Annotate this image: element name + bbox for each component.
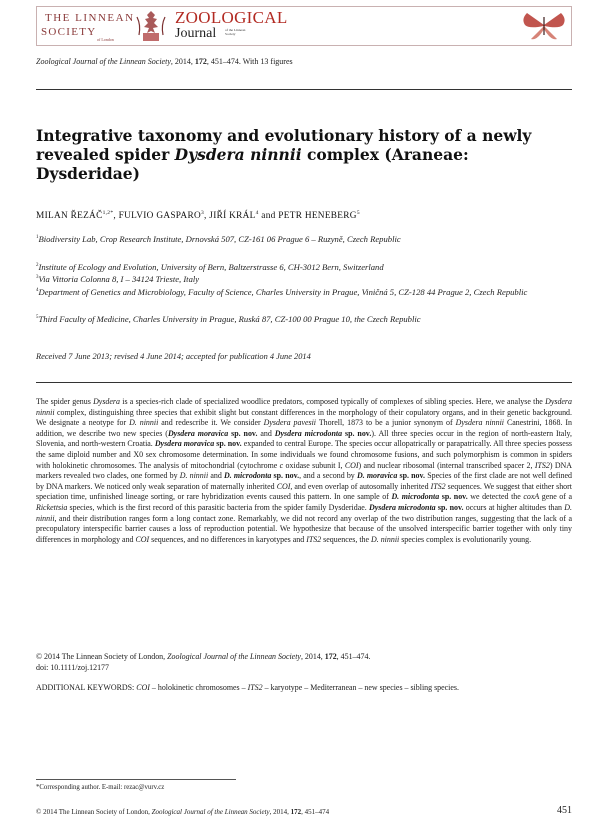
abstract-run: sp. nov. — [439, 492, 468, 502]
footnote-divider — [36, 779, 236, 780]
abstract-run: , and a second by — [299, 471, 357, 481]
affiliation-mark: 4 — [36, 288, 39, 293]
abstract-run: Rickettsia — [36, 502, 68, 512]
keywords-run: ITS2 — [247, 683, 263, 692]
citation-journal: Zoological Journal of the Linnean Society — [36, 57, 171, 66]
title-part1: Integrative taxonomy and evolutionary history of a newly revealed spider — [36, 126, 532, 164]
footer-journal: Zoological Journal of the Linnean Society — [151, 808, 270, 816]
society-name-line1: THE LINNEAN — [45, 12, 135, 24]
citation-volume: 172 — [194, 57, 207, 66]
abstract-run: Dysdera moravica — [154, 439, 215, 449]
page-footer — [36, 808, 572, 816]
doi: doi: 10.1111/zoj.12177 — [36, 662, 109, 672]
abstract-run: ). All three species occur in the region of north-eastern Italy, Slovenia, and north-western Croatia. — [36, 428, 572, 449]
abstract-run: c — [279, 460, 284, 470]
author-affiliation-mark: 1,2* — [102, 210, 114, 216]
abstract-run: gene of a — [539, 492, 572, 502]
author-name: MILAN ŘEZÁČ — [36, 211, 103, 222]
footer-pages: , 451–474 — [301, 808, 330, 816]
abstract-run: D. ninnii — [371, 534, 400, 544]
abstract-run: Dysdera ninnii — [36, 397, 572, 417]
crest-icon — [133, 9, 169, 48]
abstract-run: we detected the — [467, 492, 524, 502]
author-separator: and — [258, 211, 279, 222]
abstract-run: Dysdera ninnii — [455, 418, 505, 428]
abstract-run: ITS2 — [534, 460, 550, 470]
author-name: FULVIO GASPARO — [118, 211, 201, 222]
keywords-run: – karyotype – Mediterranean – new species – sibling species. — [262, 683, 459, 692]
affiliation-text: Department of Genetics and Microbiology, Faculty of Science, Charles University in Prague, Viničná 5, CZ-128 44 Prague 2, Czech Republic — [38, 286, 528, 297]
footer-year: , 2014, — [269, 808, 291, 816]
footer-prefix: © 2014 The Linnean Society of London, — [36, 808, 152, 816]
journal-masthead — [36, 6, 572, 46]
author-affiliation-mark: 4 — [255, 210, 259, 216]
abstract-run: and — [208, 471, 224, 481]
affiliation-mark: 5 — [36, 315, 39, 320]
abstract-run: ITS2 — [306, 534, 322, 544]
abstract-run: complex, distinguishing three species that exhibit slight but constant differences in the morphology of their copulatory organs, and in their genetic background. We designate a neotype for — [36, 407, 572, 428]
affiliation-text: Via Vittoria Colonna 8, I – 34124 Trieste, Italy — [38, 273, 200, 284]
corresponding-author-note: *Corresponding author. E-mail: rezac@vurv.cz — [36, 784, 165, 791]
journal-citation — [36, 57, 293, 66]
abstract-run: D. ninnii — [179, 471, 209, 481]
abstract-run: expanded to central Europe. The species occur allopatrically or parapatrically. All three species possess the same diploid number and X0 sex chromosome determination. In some individuals we found chromosome fusions, and such polymorphism is common in spiders with holokinetic chromosomes. The analysis of mitochondrial (cytochrome — [36, 439, 572, 470]
received-dates: Received 7 June 2013; revised 4 June 2014; accepted for publication 4 June 2014 — [36, 352, 311, 361]
author-affiliation-mark: 3 — [200, 210, 205, 216]
abstract — [36, 397, 572, 545]
abstract-run: Dysdera microdonta — [369, 502, 436, 512]
abstract-run: ) and nuclear ribosomal (internal transcribed spacer 2, — [358, 460, 535, 470]
butterfly-icon — [519, 9, 569, 48]
affiliation-text: Biodiversity Lab, Crop Research Institute, Drnovská 507, CZ-161 06 Prague 6 – Ruzyně, Czech Republic — [38, 233, 401, 244]
copyright-volume: 172 — [324, 652, 337, 661]
author-list — [36, 210, 360, 221]
abstract-run: species complex is evolutionarily young. — [399, 534, 532, 544]
abstract-run: , and even overlap of autosomally inherited — [290, 481, 431, 491]
abstract-run: Canestrini, 1868. In addition, we describe two new species ( — [36, 418, 572, 438]
abstract-run: sp. nov. — [214, 439, 242, 449]
additional-keywords — [36, 683, 572, 694]
author-name: PETR HENEBERG — [278, 211, 357, 222]
abstract-run: Species of the first clade are not well defined by DNA markers. We noticed only weak separation of maternally inherited — [36, 471, 573, 491]
abstract-run: Thorell, 1873 to be a junior synonym of — [316, 418, 456, 428]
author-name: JIŘÍ KRÁL — [209, 211, 256, 222]
author-separator: , — [204, 211, 210, 222]
abstract-run: D. moravica — [356, 471, 398, 481]
abstract-run: Dysdera microdonta — [274, 428, 343, 438]
abstract-run: sp. nov. — [228, 428, 258, 438]
abstract-run: sp. nov. — [342, 428, 372, 438]
society-name-line3: of London — [97, 37, 114, 42]
author-affiliation-mark: 5 — [356, 210, 360, 216]
affiliation — [36, 312, 576, 325]
abstract-run: D. ninnii — [36, 502, 572, 523]
affiliation — [36, 272, 576, 285]
abstract-run: , and their distribution ranges form a long contact zone. Remarkably, we did not record any overlap of the two distribution ranges, suggesting that the lack of a precopulatory interspecific barrier causes a loss of reproduction potential. We hypothesize that because of the unsolved interspecific barrier together with only tiny differences in morphology and — [36, 513, 572, 544]
abstract-run: Dysdera moravica — [167, 428, 229, 438]
keywords-run: COI — [136, 683, 150, 692]
copyright-notice — [36, 652, 572, 673]
affiliation — [36, 232, 576, 245]
abstract-run: COI — [276, 481, 291, 491]
journal-name-line2: Journal — [175, 26, 217, 41]
divider-abstract — [36, 382, 572, 383]
abstract-run: D. microdonta — [223, 471, 272, 481]
abstract-run: and — [257, 428, 275, 438]
title-species: Dysdera ninnii — [174, 145, 302, 164]
abstract-run: and redescribe it. We consider — [158, 418, 264, 428]
citation-year: , 2014, — [170, 57, 195, 66]
abstract-run: ITS2 — [430, 481, 446, 491]
abstract-run: sequences, the — [321, 534, 371, 544]
abstract-run: Dysdera — [93, 397, 120, 406]
abstract-run: COI — [344, 460, 359, 470]
abstract-run: sequences, and no differences in karyotypes and — [149, 534, 307, 544]
abstract-run: sp. nov. — [435, 502, 464, 512]
journal-subline: of the Linnean Society — [225, 28, 246, 36]
abstract-run: D. ninnii — [129, 418, 159, 428]
page-number: 451 — [557, 805, 572, 816]
copyright-pages: , 451–474. — [336, 652, 371, 661]
affiliation-mark: 1 — [36, 235, 39, 240]
abstract-run: ) DNA markers revealed two clades, one formed by — [36, 460, 573, 481]
abstract-run: sp. nov. — [397, 471, 426, 481]
affiliation-text: Third Faculty of Medicine, Charles University in Prague, Ruská 87, CZ-100 00 Prague 10, the Czech Republic — [38, 313, 421, 324]
abstract-run: coxA — [523, 492, 540, 502]
journal-name-line1: ZOOLOGICAL — [175, 8, 288, 27]
affiliation-mark: 2 — [36, 263, 39, 268]
citation-pages: , 451–474. With 13 figures — [206, 57, 293, 66]
footer-volume: 172 — [290, 808, 302, 816]
copyright-journal: Zoological Journal of the Linnean Society — [167, 652, 301, 661]
abstract-run: COI — [135, 534, 150, 544]
keywords-run: ADDITIONAL KEYWORDS: — [36, 683, 137, 692]
abstract-run: is a species-rich clade of specialized woodlice predators, composed typically of complexes of sibling species. Here, we analyse the — [119, 397, 546, 406]
copyright-prefix: © 2014 The Linnean Society of London, — [36, 652, 168, 661]
abstract-run: species, which is the first record of this parasitic bacteria from the spider family Dysderidae. — [67, 502, 370, 512]
article-title — [36, 126, 566, 183]
abstract-run: The spider genus — [36, 397, 94, 406]
copyright-year: , 2014, — [300, 652, 325, 661]
divider-top — [36, 89, 572, 90]
abstract-run: oxidase subunit I, — [283, 460, 345, 470]
abstract-run: sequences. We suggest that either short speciation time, unfinished lineage sorting, or rare hybridization events caused this pattern. In one sample of — [36, 481, 572, 502]
abstract-run: Dysdera pavesii — [263, 418, 316, 428]
abstract-run: sp. nov. — [271, 471, 300, 481]
keywords-run: – holokinetic chromosomes – — [149, 683, 248, 692]
affiliation-mark: 3 — [36, 275, 39, 280]
title-part2: complex (Araneae: Dysderidae) — [36, 145, 469, 183]
affiliation-text: Institute of Ecology and Evolution, University of Bern, Baltzerstrasse 6, CH-3012 Bern, Switzerland — [38, 261, 384, 272]
society-name-line2: SOCIETY — [41, 26, 97, 38]
author-separator: , — [113, 211, 119, 222]
affiliation — [36, 285, 576, 298]
abstract-run: D. microdonta — [391, 492, 440, 502]
abstract-run: occurs at higher altitudes than — [463, 502, 565, 512]
